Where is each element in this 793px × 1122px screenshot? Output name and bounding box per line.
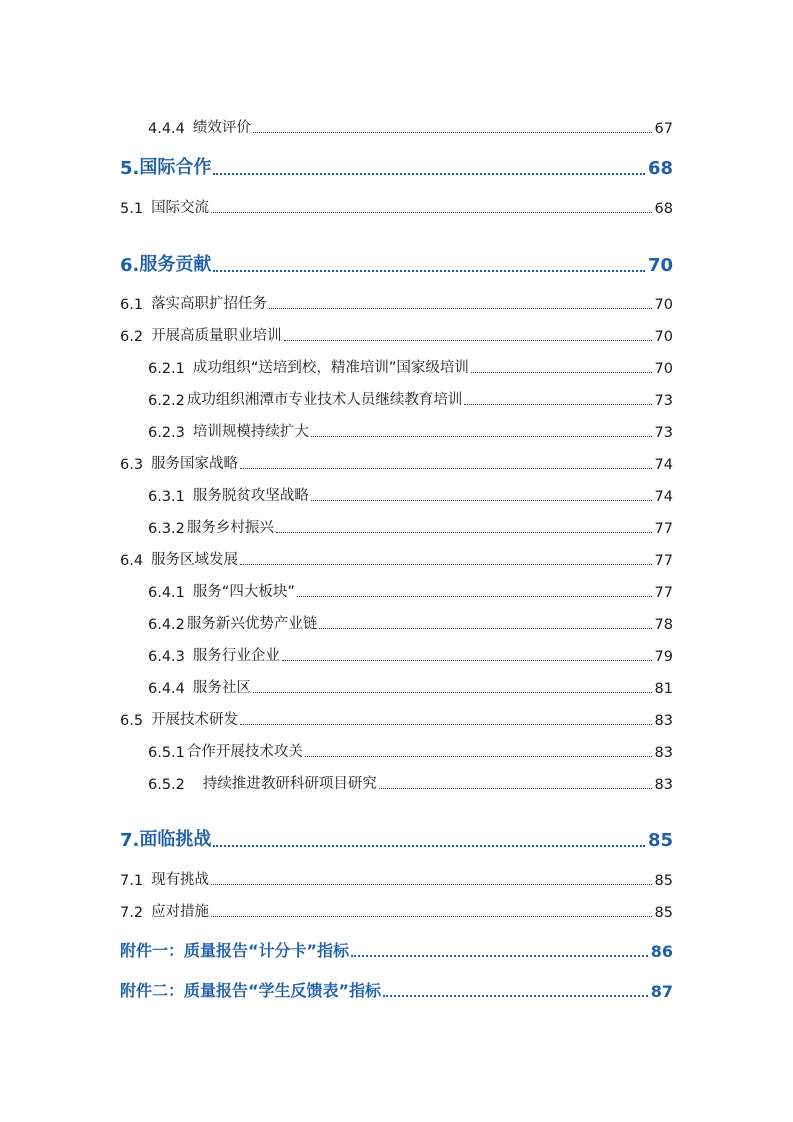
- toc-annex-title: 附件二：质量报告“学生反馈表”指标: [120, 981, 382, 1000]
- toc-entry-number: 6.4: [120, 553, 144, 569]
- toc-dot-leader: [282, 660, 652, 661]
- toc-entry-number: 6.3.2: [148, 521, 185, 537]
- toc-entry-number: 6.4.3: [148, 649, 185, 665]
- toc-entry-6-4[interactable]: [120, 548, 673, 569]
- toc-entry-number: 4.4.4: [148, 121, 185, 137]
- toc-page-number: 70: [654, 329, 673, 345]
- toc-chapter-title: 服务贡献: [139, 254, 212, 275]
- toc-entry-number: 6.4.4: [148, 681, 185, 697]
- toc-dot-leader: [213, 270, 645, 272]
- toc-entry-title: 持续推进教研科研项目研究: [202, 776, 377, 792]
- toc-page-number: 78: [654, 617, 673, 633]
- toc-entry-6-3-1[interactable]: [148, 484, 673, 505]
- toc-entry-6-3-2[interactable]: [148, 516, 673, 537]
- toc-dot-leader: [211, 916, 651, 917]
- toc-page-number: 70: [647, 255, 673, 276]
- toc-dot-leader: [213, 173, 645, 175]
- toc-entry-7-2[interactable]: [120, 900, 673, 921]
- toc-entry-title: 国际交流: [151, 200, 210, 216]
- toc-page-number: 83: [654, 745, 673, 761]
- toc-entry-title: 服务乡村振兴: [186, 520, 274, 536]
- toc-page-number: 83: [654, 713, 673, 729]
- toc-entry-title: 服务新兴优势产业链: [186, 616, 318, 632]
- toc-dot-leader: [253, 692, 652, 693]
- toc-chapter-number: 7.: [120, 830, 140, 851]
- toc-entry-6-1[interactable]: [120, 292, 673, 313]
- toc-dot-leader: [240, 724, 651, 725]
- toc-entry-number: 6.5.2: [148, 777, 185, 793]
- toc-entry-number: 6.2: [120, 329, 144, 345]
- toc-entry-title: 成功组织湘潭市专业技术人员继续教育培训: [186, 392, 463, 408]
- toc-page-number: 67: [654, 121, 673, 137]
- toc-chapter-7[interactable]: [120, 825, 673, 851]
- toc-entry-title: 成功组织“送培到校，精准培训”国家级培训: [192, 360, 469, 376]
- toc-page-number: 68: [654, 201, 673, 217]
- toc-entry-6-2-3[interactable]: [148, 420, 673, 441]
- toc-entry-title: 服务社区: [192, 680, 251, 696]
- toc-chapter-6[interactable]: [120, 250, 673, 276]
- toc-entry-number: 6.2.1: [148, 361, 185, 377]
- toc-dot-leader: [311, 500, 652, 501]
- toc-dot-leader: [211, 884, 651, 885]
- toc-entry-title: 服务国家战略: [151, 456, 239, 472]
- toc-dot-leader: [284, 340, 652, 341]
- toc-entry-title: 培训规模持续扩大: [192, 424, 309, 440]
- toc-dot-leader: [240, 564, 651, 565]
- toc-entry-6-4-4[interactable]: [148, 676, 673, 697]
- toc-dot-leader: [240, 468, 651, 469]
- toc-dot-leader: [471, 372, 652, 373]
- toc-page-number: 87: [650, 982, 673, 1001]
- toc-entry-number: 6.3.1: [148, 489, 185, 505]
- toc-entry-6-3[interactable]: [120, 452, 673, 473]
- toc-page-number: 85: [654, 905, 673, 921]
- toc-entry-6-4-3[interactable]: [148, 644, 673, 665]
- toc-entry-4-4-4[interactable]: [148, 116, 673, 137]
- toc-annex-1[interactable]: [120, 938, 673, 961]
- toc-page-number: 70: [654, 361, 673, 377]
- toc-entry-title: 现有挑战: [151, 872, 210, 888]
- toc-entry-6-2-2[interactable]: [148, 388, 673, 409]
- toc-dot-leader: [319, 628, 651, 629]
- toc-chapter-number: 5.: [120, 158, 140, 179]
- toc-entry-6-5[interactable]: [120, 708, 673, 729]
- toc-chapter-title: 国际合作: [139, 157, 212, 178]
- toc-page-number: 86: [650, 942, 673, 961]
- toc-entry-number: 6.4.1: [148, 585, 185, 601]
- toc-entry-number: 5.1: [120, 201, 144, 217]
- toc-dot-leader: [383, 995, 648, 997]
- toc-entry-7-1[interactable]: [120, 868, 673, 889]
- toc-entry-title: 绩效评价: [192, 120, 251, 136]
- toc-dot-leader: [464, 404, 651, 405]
- toc-dot-leader: [276, 532, 652, 533]
- toc-page-number: 77: [654, 553, 673, 569]
- toc-page-number: 74: [654, 457, 673, 473]
- toc-entry-number: 7.2: [120, 905, 144, 921]
- toc-page-number: 70: [654, 297, 673, 313]
- toc-entry-6-2-1[interactable]: [148, 356, 673, 377]
- toc-dot-leader: [269, 308, 651, 309]
- toc-dot-leader: [211, 212, 651, 213]
- toc-page-number: 74: [654, 489, 673, 505]
- toc-page-number: 77: [654, 521, 673, 537]
- toc-entry-title: 服务“四大板块”: [192, 584, 295, 600]
- toc-dot-leader: [351, 955, 648, 957]
- toc-entry-title: 落实高职扩招任务: [151, 296, 268, 312]
- toc-page-number: 81: [654, 681, 673, 697]
- toc-entry-number: 6.2.3: [148, 425, 185, 441]
- toc-annex-2[interactable]: [120, 978, 673, 1001]
- toc-page-number: 85: [647, 830, 673, 851]
- toc-entry-number: 6.4.2: [148, 617, 185, 633]
- toc-entry-6-4-2[interactable]: [148, 612, 673, 633]
- toc-entry-6-5-1[interactable]: [148, 740, 673, 761]
- toc-page-number: 79: [654, 649, 673, 665]
- toc-page-number: 73: [654, 393, 673, 409]
- toc-entry-title: 服务脱贫攻坚战略: [192, 488, 309, 504]
- toc-dot-leader: [297, 596, 652, 597]
- toc-entry-number: 6.2.2: [148, 393, 185, 409]
- toc-entry-number: 6.5: [120, 713, 144, 729]
- toc-entry-title: 服务行业企业: [192, 648, 280, 664]
- toc-page-number: 85: [654, 873, 673, 889]
- toc-page-number: 83: [654, 777, 673, 793]
- toc-dot-leader: [379, 788, 652, 789]
- toc-entry-number: 6.1: [120, 297, 144, 313]
- toc-entry-number: 6.3: [120, 457, 144, 473]
- toc-chapter-5[interactable]: [120, 153, 673, 179]
- toc-entry-title: 合作开展技术攻关: [186, 744, 303, 760]
- toc-chapter-number: 6.: [120, 255, 140, 276]
- toc-entry-number: 7.1: [120, 873, 144, 889]
- toc-annex-title: 附件一：质量报告“计分卡”指标: [120, 941, 350, 960]
- toc-dot-leader: [311, 436, 652, 437]
- toc-entry-title: 应对措施: [151, 904, 210, 920]
- toc-entry-number: 6.5.1: [148, 745, 185, 761]
- toc-page-number: 68: [647, 158, 673, 179]
- toc-dot-leader: [253, 132, 652, 133]
- toc-entry-title: 服务区域发展: [151, 552, 239, 568]
- toc-dot-leader: [213, 845, 645, 847]
- toc-entry-title: 开展技术研发: [151, 712, 239, 728]
- toc-entry-6-2[interactable]: [120, 324, 673, 345]
- toc-page-number: 77: [654, 585, 673, 601]
- toc-entry-title: 开展高质量职业培训: [151, 328, 282, 344]
- toc-chapter-title: 面临挑战: [139, 829, 212, 850]
- toc-entry-6-5-2[interactable]: [148, 772, 673, 793]
- toc-page-number: 73: [654, 425, 673, 441]
- toc-entry-6-4-1[interactable]: [148, 580, 673, 601]
- toc-dot-leader: [305, 756, 652, 757]
- toc-entry-5-1[interactable]: [120, 196, 673, 217]
